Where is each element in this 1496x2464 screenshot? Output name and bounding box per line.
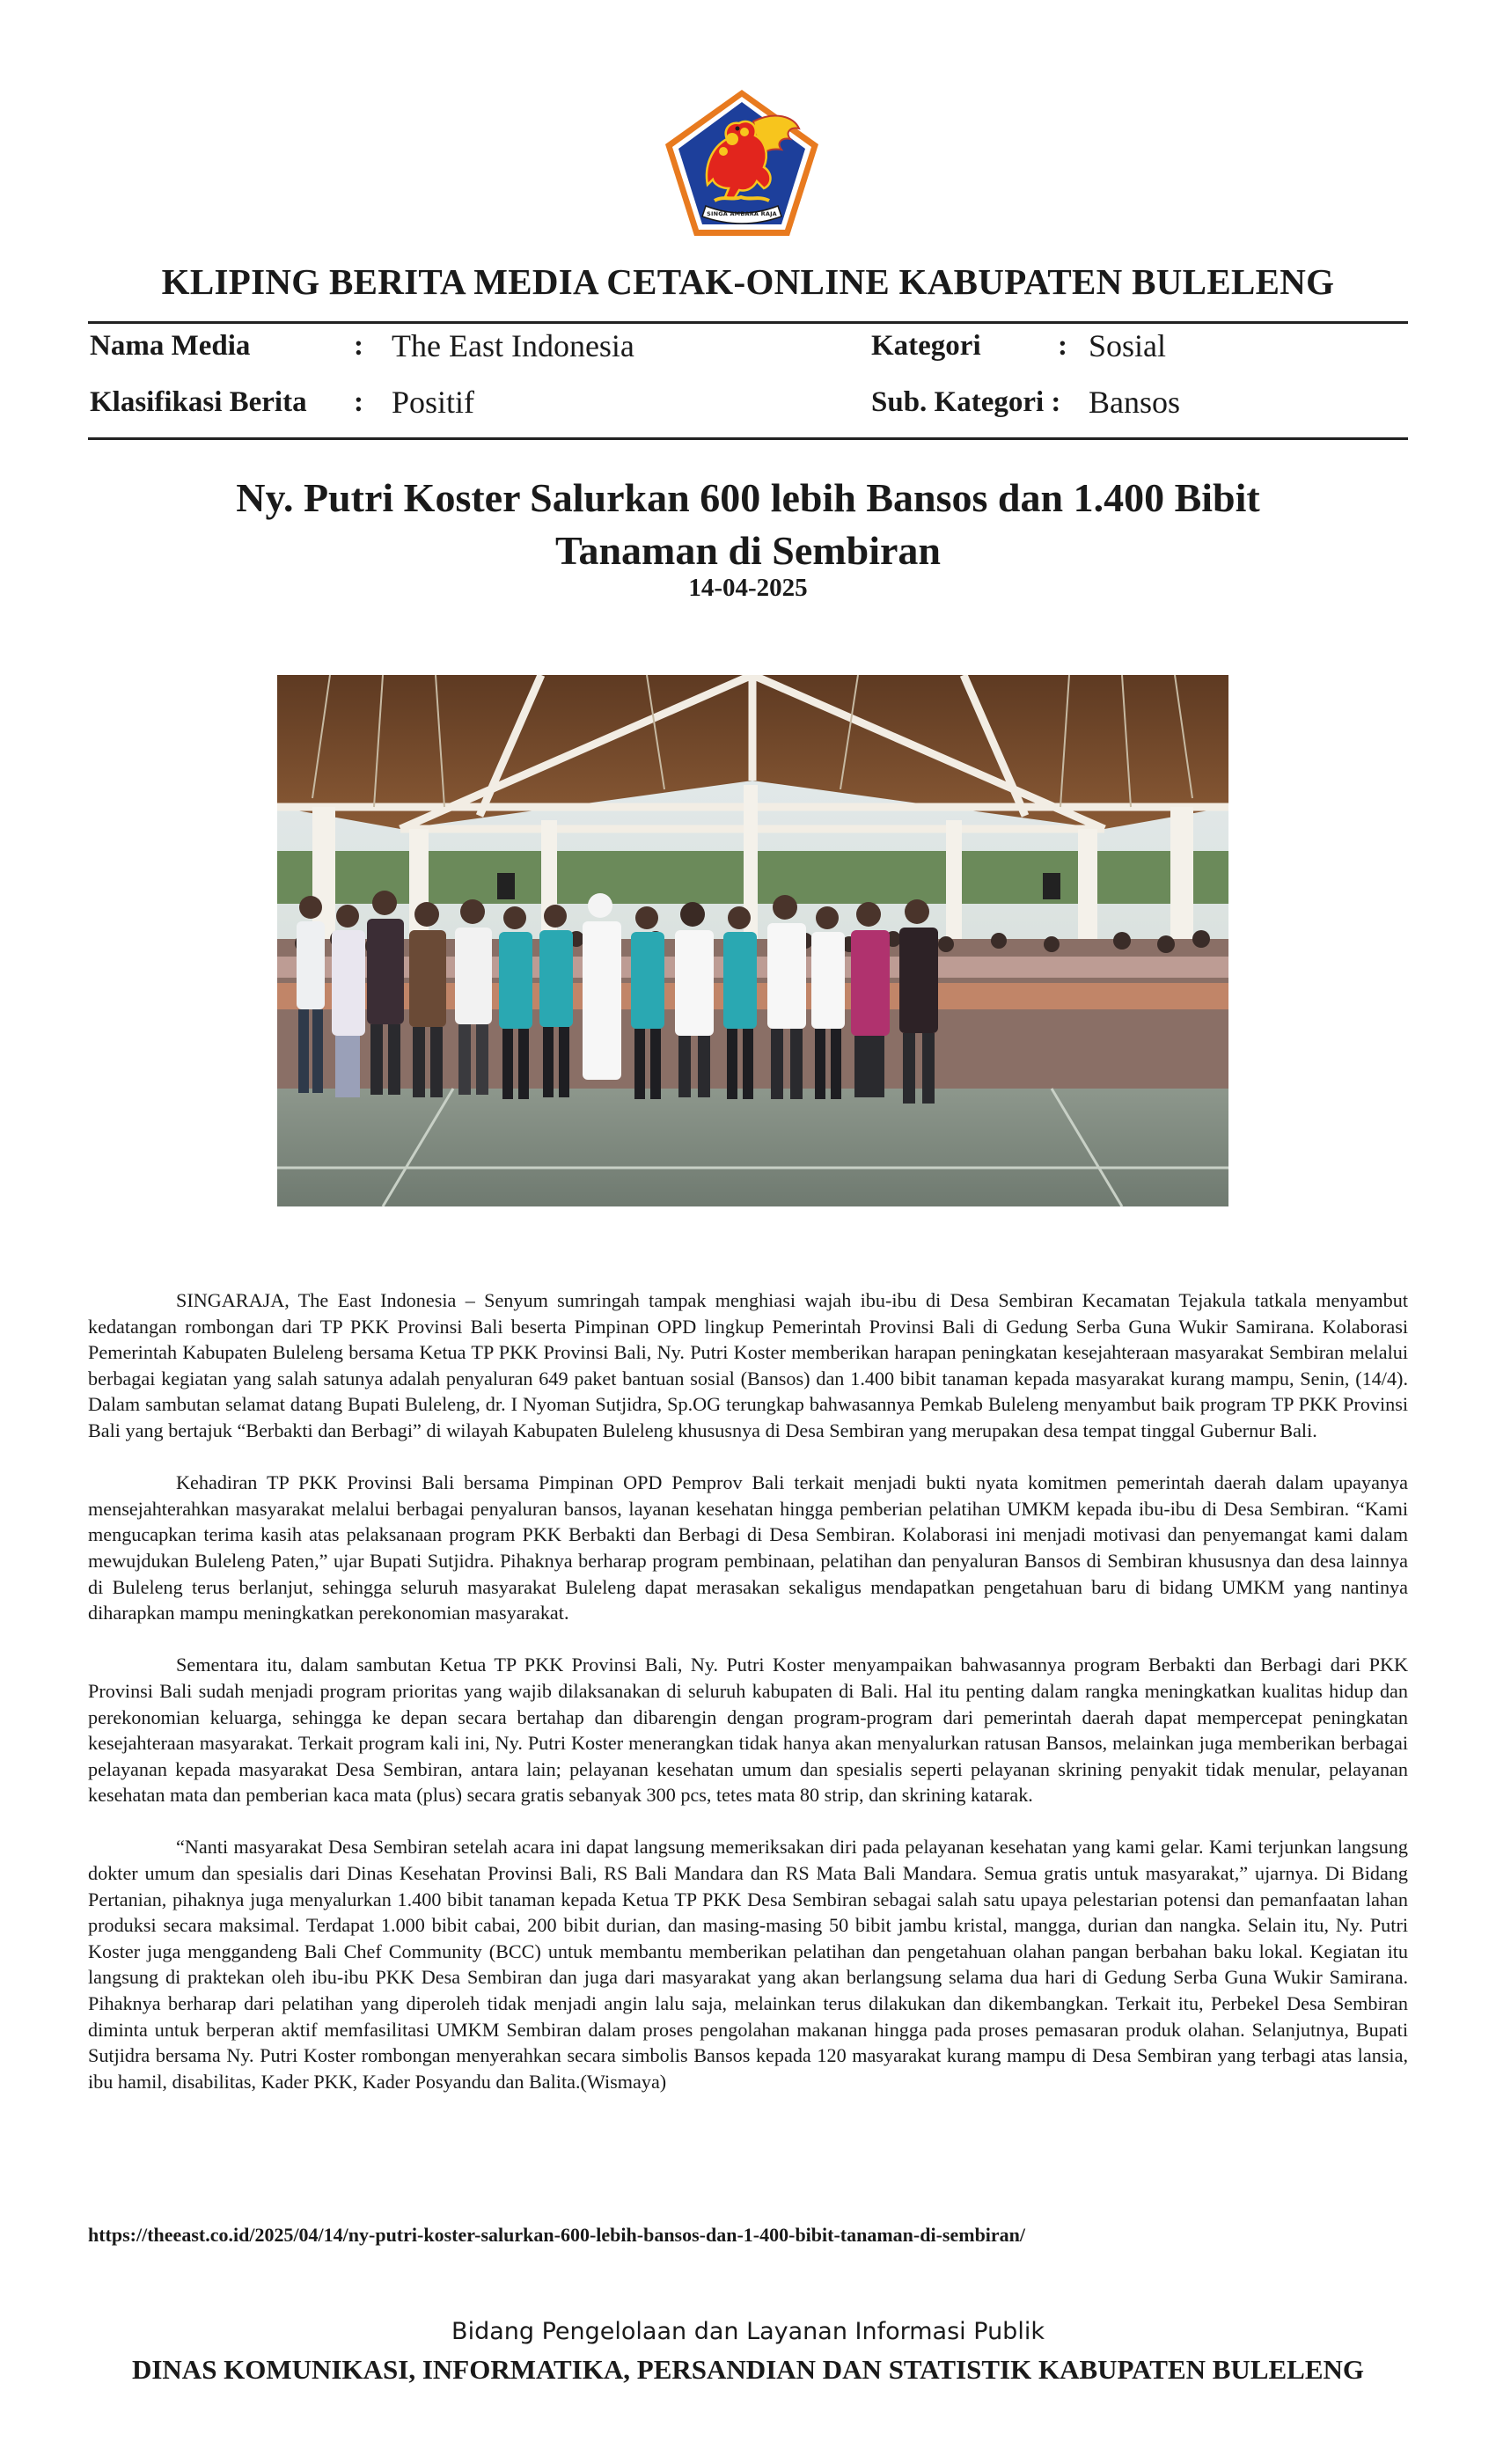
article-photo [277, 675, 1228, 1206]
kategori-label: Kategori [871, 330, 981, 362]
klasifikasi-label: Klasifikasi Berita [90, 386, 307, 418]
article-paragraph: Sementara itu, dalam sambutan Ketua TP PKK Provinsi Bali, Ny. Putri Koster menyampaikan bahwasannya program Berbakti dan Berbagi dari PKK Provinsi Bali sudah menjadi program prioritas yang wajib dilaksanakan di seluruh kabupaten di Bali. Hal itu penting dalam rangka meningkatkan kualitas hidup dan perekonomian keluarga, sehingga ke depan secara bertahap dan dibarengin dengan program-program dari pemerintah daerah dapat mempercepat peningkatan kesejahteraan masyarakat. Terkait program kali ini, Ny. Putri Koster menerangkan tidak hanya akan menyalurkan ratusan Bansos, melainkan juga memberikan berbagai pelayanan kepada masyarakat Desa Sembiran, antara lain; pelayanan kesehatan umum dan spesialis seperti pelayanan skrining penyakit tidak menular, pelayanan kesehatan mata dan pemberian kaca mata (plus) secara gratis sebanyak 300 pcs, tetes mata 80 strip, dan skrining katarak. [88, 1654, 1408, 1807]
header-rule-top [88, 321, 1408, 324]
kategori-colon: : [1058, 330, 1067, 362]
klasifikasi-colon: : [354, 386, 363, 418]
article-headline [132, 472, 1364, 577]
headline-line-1: Ny. Putri Koster Salurkan 600 lebih Bansos dan 1.400 Bibit [236, 475, 1260, 520]
headline-line-2: Tanaman di Sembiran [555, 528, 941, 573]
subkategori-value: Bansos [1089, 385, 1181, 420]
article-paragraph: “Nanti masyarakat Desa Sembiran setelah acara ini dapat langsung memeriksakan diri pada pelayanan kesehatan yang kami gelar. Kami terjunkan langsung dokter umum dan spesialis dari Dinas Kesehatan Provinsi Bali, RS Bali Mandara dan RS Mata Bali Mandara. Semua gratis untuk masyarakat,” ujarnya. Di Bidang Pertanian, pihaknya juga menyalurkan 1.400 bibit tanaman kepada Ketua TP PKK Desa Sembiran sebagai salah satu upaya pelestarian potensi dan pemanfaatan lahan produksi secara maksimal. Terdapat 1.000 bibit cabai, 200 bibit durian, dan masing-masing 50 bibit jambu kristal, mangga, durian dan nangka. Selain itu, Ny. Putri Koster juga menggandeng Bali Chef Community (BCC) untuk membantu memberikan pelatihan dan pengetahuan olahan pangan berbahan baku lokal. Kegiatan itu langsung di praktekan oleh ibu-ibu PKK Desa Sembiran dan juga dari masyarakat yang akan berlangsung selama dua hari di Gedung Serba Guna Wukir Samirana. Pihaknya berharap dari pelatihan yang diperoleh tidak menjadi angin lalu saja, melainkan terus dilakukan dan dikembangkan. Terkait itu, Perbekel Desa Sembiran diminta untuk berperan aktif memfasilitasi UMKM Sembiran dalam proses pengolahan makanan hingga pada proses pemasaran produk olahan. Selanjutnya, Bupati Sutjidra bersama Ny. Putri Koster rombongan menyerahkan secara simbolis Bansos kepada 120 masyarakat kurang mampu di Desa Sembiran yang terbagi atas lansia, ibu hamil, disabilitas, Kader PKK, Kader Posyandu dan Balita.(Wismaya) [88, 1836, 1408, 2093]
kategori-value: Sosial [1089, 328, 1167, 363]
article-paragraph: SINGARAJA, The East Indonesia – Senyum sumringah tampak menghiasi wajah ibu-ibu di Desa Sembiran Kecamatan Tejakula tatkala menyambut kedatangan rombongan dari TP PKK Provinsi Bali beserta Pimpinan OPD lingkup Pemerintah Provinsi Bali di Gedung Serba Guna Wukir Samirana. Kolaborasi Pemerintah Kabupaten Buleleng bersama Ketua TP PKK Provinsi Bali, Ny. Putri Koster memberikan harapan peningkatan kesejahteraan masyarakat Sembiran melalui berbagai kegiatan yang salah satunya adalah penyaluran 649 paket bantuan sosial (Bansos) dan 1.400 bibit tanaman kepada masyarakat kurang mampu, Senin, (14/4). Dalam sambutan selamat datang Bupati Buleleng, dr. I Nyoman Sutjidra, Sp.OG terungkap bahwasannya Pemkab Buleleng menyambut baik program TP PKK Provinsi Bali yang bertajuk “Berbakti dan Berbagi” di wilayah Kabupaten Buleleng khususnya di Desa Sembiran yang merupakan desa tempat tinggal Gubernur Bali. [88, 1289, 1408, 1441]
footer-department: DINAS KOMUNIKASI, INFORMATIKA, PERSANDIAN DAN STATISTIK KABUPATEN BULELENG [131, 2354, 1365, 2385]
singa-ambara-raja-crest-icon [662, 86, 822, 239]
footer-unit: Bidang Pengelolaan dan Layanan Informasi Publik [451, 2318, 1045, 2345]
article-body [88, 1287, 1408, 2121]
media-colon: : [354, 330, 363, 362]
media-value: The East Indonesia [392, 328, 634, 363]
klasifikasi-value: Positif [392, 385, 475, 420]
header-rule-bottom [88, 437, 1408, 440]
logo-motto: SINGA AMBARA RAJA [707, 210, 777, 217]
article-paragraph: Kehadiran TP PKK Provinsi Bali bersama Pimpinan OPD Pemprov Bali terkait menjadi bukti nyata komitmen pemerintah daerah dalam upayanya mensejahterahkan masyarakat melalui berbagai penyaluran bansos, layanan kesehatan hingga pemberian pelatihan UMKM kepada ibu-ibu di Desa Sembiran. “Kami mengucapkan terima kasih atas pelaksanaan program PKK Berbakti dan Berbagi di Desa Sembiran. Kolaborasi ini menjadi motivasi dan penyemangat kami dalam mewujdukan Buleleng Paten,” ujar Bupati Sutjidra. Pihaknya berharap program pembinaan, pelatihan dan penyaluran Bansos di Sembiran khususnya dan desa lainnya di Buleleng terus berlanjut, sehingga seluruh masyarakat Buleleng dapat merasakan sekaligus mendapatkan pengetahuan baru di bidang UMKM yang nantinya diharapkan mampu meningkatkan perekonomian masyarakat. [88, 1471, 1408, 1624]
kliping-title: KLIPING BERITA MEDIA CETAK-ONLINE KABUPATEN BULELENG [161, 261, 1335, 302]
media-label: Nama Media [90, 330, 251, 362]
source-link[interactable]: https://theeast.co.id/2025/04/14/ny-putri-koster-salurkan-600-lebih-bansos-dan-1-400-bibit-tanaman-di-sembiran/ [88, 2224, 1026, 2246]
article-date: 14-04-2025 [688, 574, 808, 602]
subkategori-label: Sub. Kategori : [871, 386, 1061, 418]
